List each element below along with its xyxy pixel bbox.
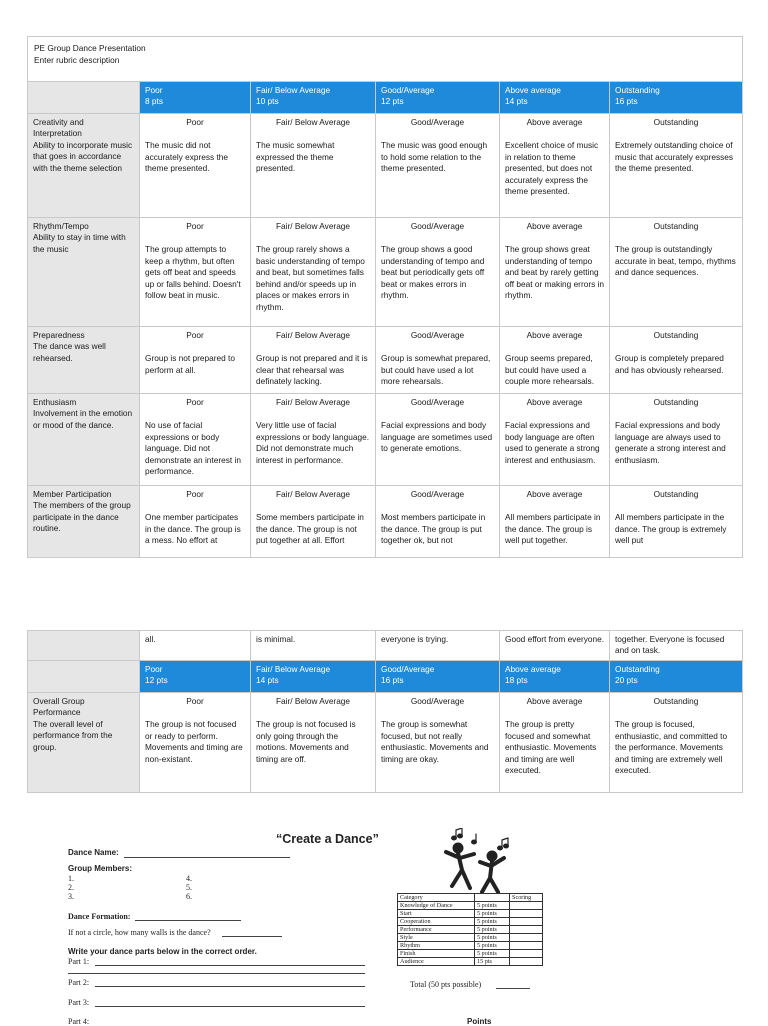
part-line (95, 1006, 365, 1007)
criterion-cell (28, 486, 140, 558)
rating-cell: Outstanding The group is focused, enthusiastic, and committed to the performance. Movements and timing are extremely well executed. (610, 692, 743, 792)
member-slot: 1. (68, 874, 74, 883)
scoring-header-row (398, 894, 543, 902)
scale-header-outstanding: Outstanding 20 pts (610, 660, 743, 692)
scale-header-outstanding: Outstanding 16 pts (610, 82, 743, 114)
criterion-description: Ability to stay in time with the music (33, 232, 126, 254)
rating-cell: Fair/ Below Average The group rarely shows a basic understanding of tempo and beat, but sometimes falls behind and/or speeds up in places or makes errors in rhythm. (251, 218, 376, 327)
rating-cell: Above average The group is pretty focused and somewhat enthusiastic. Movements and timing are well executed. (500, 692, 610, 792)
criterion-description: Involvement in the emotion or mood of the dance. (33, 408, 133, 430)
rating-cell: Above average All members participate in the dance. The group is well put together. (500, 486, 610, 558)
scoring-header-cell: Category (398, 894, 475, 902)
rating-cell: Good effort from everyone. (500, 631, 610, 661)
scoring-row: Finish 5 points (398, 950, 543, 958)
criterion-name: Member Participation (33, 489, 112, 499)
rating-cell: Poor The group is not focused or ready to perform. Movements and timing are non-existant. (140, 692, 251, 792)
criterion-cell (28, 394, 140, 486)
scale-header-good: Good/Average 16 pts (376, 660, 500, 692)
member-slot: 4. (186, 874, 192, 883)
rating-cell: Outstanding The group is outstandingly accurate in beat, tempo, rhythms and dance sequences. (610, 218, 743, 327)
formation-line (135, 920, 241, 921)
rating-cell: Good/Average The music was good enough to hold some relation to the theme presented. (376, 114, 500, 218)
scale-header-row (28, 82, 743, 114)
criterion-row-enthusiasm (28, 394, 743, 486)
rating-cell: Outstanding Group is completely prepared and has obviously rehearsed. (610, 327, 743, 394)
scoring-row: Performance 5 points (398, 926, 543, 934)
scoring-row: Start 5 points (398, 910, 543, 918)
rating-cell: all. (140, 631, 251, 661)
criterion-name: Creativity and Interpretation (33, 117, 84, 139)
dance-formation-label: Dance Formation: (68, 912, 131, 921)
rating-cell: Good/Average The group shows a good understanding of tempo and beat but periodically gets off beat or makes errors in rhythm. (376, 218, 500, 327)
rating-cell: Above average Excellent choice of music in relation to theme presented, but does not accurately express the theme presented. (500, 114, 610, 218)
scoring-row: Audience 15 pts (398, 958, 543, 966)
criterion-name: Overall Group Performance (33, 695, 85, 718)
write-parts-instruction: Write your dance parts below in the correct order. (68, 947, 257, 956)
rating-cell: Fair/ Below Average Very little use of facial expressions or body language. Did not demonstrate much interest in performance. (251, 394, 376, 486)
criterion-row-rhythm (28, 218, 743, 327)
rating-cell: Outstanding All members participate in the dance. The group is extremely well put (610, 486, 743, 558)
total-line (496, 988, 530, 989)
points-label: Points (467, 1017, 492, 1026)
continuation-row (28, 631, 743, 661)
criterion-cell (28, 692, 140, 792)
criterion-row-creativity (28, 114, 743, 218)
walls-question: If not a circle, how many walls is the dance? (68, 928, 211, 937)
rating-cell: Poor The music did not accurately express the theme presented. (140, 114, 251, 218)
rating-cell: Fair/ Below Average Some members participate in the dance. The group is not put together at all. Effort (251, 486, 376, 558)
rating-cell: Good/Average Facial expressions and body language are sometimes used to generate emotions. (376, 394, 500, 486)
scale-header-above: Above average 14 pts (500, 82, 610, 114)
rating-cell: Good/Average Group is somewhat prepared, but could have used a lot more rehearsals. (376, 327, 500, 394)
part-line (95, 986, 365, 987)
rating-cell: Good/Average The group is somewhat focused, but not really enthusiastic. Movements and timing are okay. (376, 692, 500, 792)
member-slot: 6. (186, 892, 192, 901)
dance-name-label: Dance Name: (68, 848, 119, 857)
criterion-row-overall (28, 692, 743, 792)
rating-cell: is minimal. (251, 631, 376, 661)
scale-header-poor: Poor 12 pts (140, 660, 251, 692)
rubric-description: Enter rubric description (34, 55, 120, 66)
scale-header-poor: Poor 8 pts (140, 82, 251, 114)
rating-cell: Poor Group is not prepared to perform at all. (140, 327, 251, 394)
rating-cell: Fair/ Below Average The group is not focused is only going through the motions. Movements and timing are off. (251, 692, 376, 792)
rubric-title: PE Group Dance Presentation (34, 43, 146, 53)
rating-cell: Outstanding Facial expressions and body language are always used to generate a strong interest and enthusiasm. (610, 394, 743, 486)
criterion-description: Ability to incorporate music that goes in accordance with the theme selection (33, 139, 133, 173)
walls-line (222, 936, 282, 937)
rating-cell: Good/Average Most members participate in the dance. The group is put together ok, but not (376, 486, 500, 558)
criterion-name: Rhythm/Tempo (33, 221, 89, 231)
group-members-label: Group Members: (68, 864, 133, 873)
criterion-cell (28, 114, 140, 218)
create-a-dance-worksheet (40, 818, 600, 1024)
criterion-description: The overall level of performance from the group. (33, 718, 113, 752)
rating-cell: Above average Facial expressions and body language are often used to generate a strong interest and enthusiasm. (500, 394, 610, 486)
criterion-row-preparedness (28, 327, 743, 394)
scoring-row: Cooperation 5 points (398, 918, 543, 926)
header-empty-cell (28, 82, 140, 114)
rating-cell: Outstanding Extremely outstanding choice of music that accurately expresses the theme presented. (610, 114, 743, 218)
rubric-table-page-1 (27, 36, 743, 558)
rating-cell: together. Everyone is focused and on task. (610, 631, 743, 661)
total-label: Total (50 pts possible) (410, 980, 482, 989)
criterion-cell (28, 327, 140, 394)
scoring-header-cell (475, 894, 510, 902)
header-empty-cell (28, 660, 140, 692)
scale-header-fair: Fair/ Below Average 10 pts (251, 82, 376, 114)
rubric-title-row (28, 37, 743, 82)
rating-cell: Poor No use of facial expressions or body language. Did not demonstrate an interest in performance. (140, 394, 251, 486)
scoring-row: Rhythm 5 points (398, 942, 543, 950)
part-label: Part 4: (68, 1017, 90, 1026)
rating-cell: everyone is trying. (376, 631, 500, 661)
criterion-name: Enthusiasm (33, 397, 77, 407)
rating-cell: Poor One member participates in the dance. The group is a mess. No effort at (140, 486, 251, 558)
criterion-cell (28, 218, 140, 327)
rating-cell: Poor The group attempts to keep a rhythm, but often gets off beat and speeds up or falls behind. Doesn't follow beat in music. (140, 218, 251, 327)
scale-header-fair: Fair/ Below Average 14 pts (251, 660, 376, 692)
part-label: Part 3: (68, 998, 90, 1007)
part-line (68, 973, 365, 974)
member-slot: 3. (68, 892, 74, 901)
part-label: Part 1: (68, 957, 90, 966)
criterion-name: Preparedness (33, 330, 85, 340)
criterion-description: The members of the group participate in the dance routine. (33, 500, 131, 534)
scale-header-good: Good/Average 12 pts (376, 82, 500, 114)
rating-cell: Above average Group seems prepared, but could have used a couple more rehearsals. (500, 327, 610, 394)
part-label: Part 2: (68, 978, 90, 987)
dance-name-line (124, 857, 290, 858)
rating-cell: Fair/ Below Average Group is not prepared and it is clear that rehearsal was definately lacking. (251, 327, 376, 394)
criterion-cell (28, 631, 140, 661)
scoring-header-cell: Scoring (510, 894, 543, 902)
worksheet-title: “Create a Dance” (276, 832, 379, 846)
scale-header-above: Above average 18 pts (500, 660, 610, 692)
scoring-row: Knowledge of Dance 5 points (398, 902, 543, 910)
dancers-clipart-icon (436, 828, 536, 898)
member-slot: 5. (186, 883, 192, 892)
criterion-row-participation (28, 486, 743, 558)
rating-cell: Above average The group shows great understanding of tempo and beat by rarely getting off beat or making errors in rhythm. (500, 218, 610, 327)
scoring-row: Style 5 points (398, 934, 543, 942)
member-slot: 2. (68, 883, 74, 892)
scoring-table (397, 893, 543, 966)
part-line (95, 965, 365, 966)
scale-header-row (28, 660, 743, 692)
rating-cell: Fair/ Below Average The music somewhat expressed the theme presented. (251, 114, 376, 218)
criterion-description: The dance was well rehearsed. (33, 341, 106, 363)
rubric-title-cell (28, 37, 743, 82)
rubric-table-page-2 (27, 630, 743, 793)
